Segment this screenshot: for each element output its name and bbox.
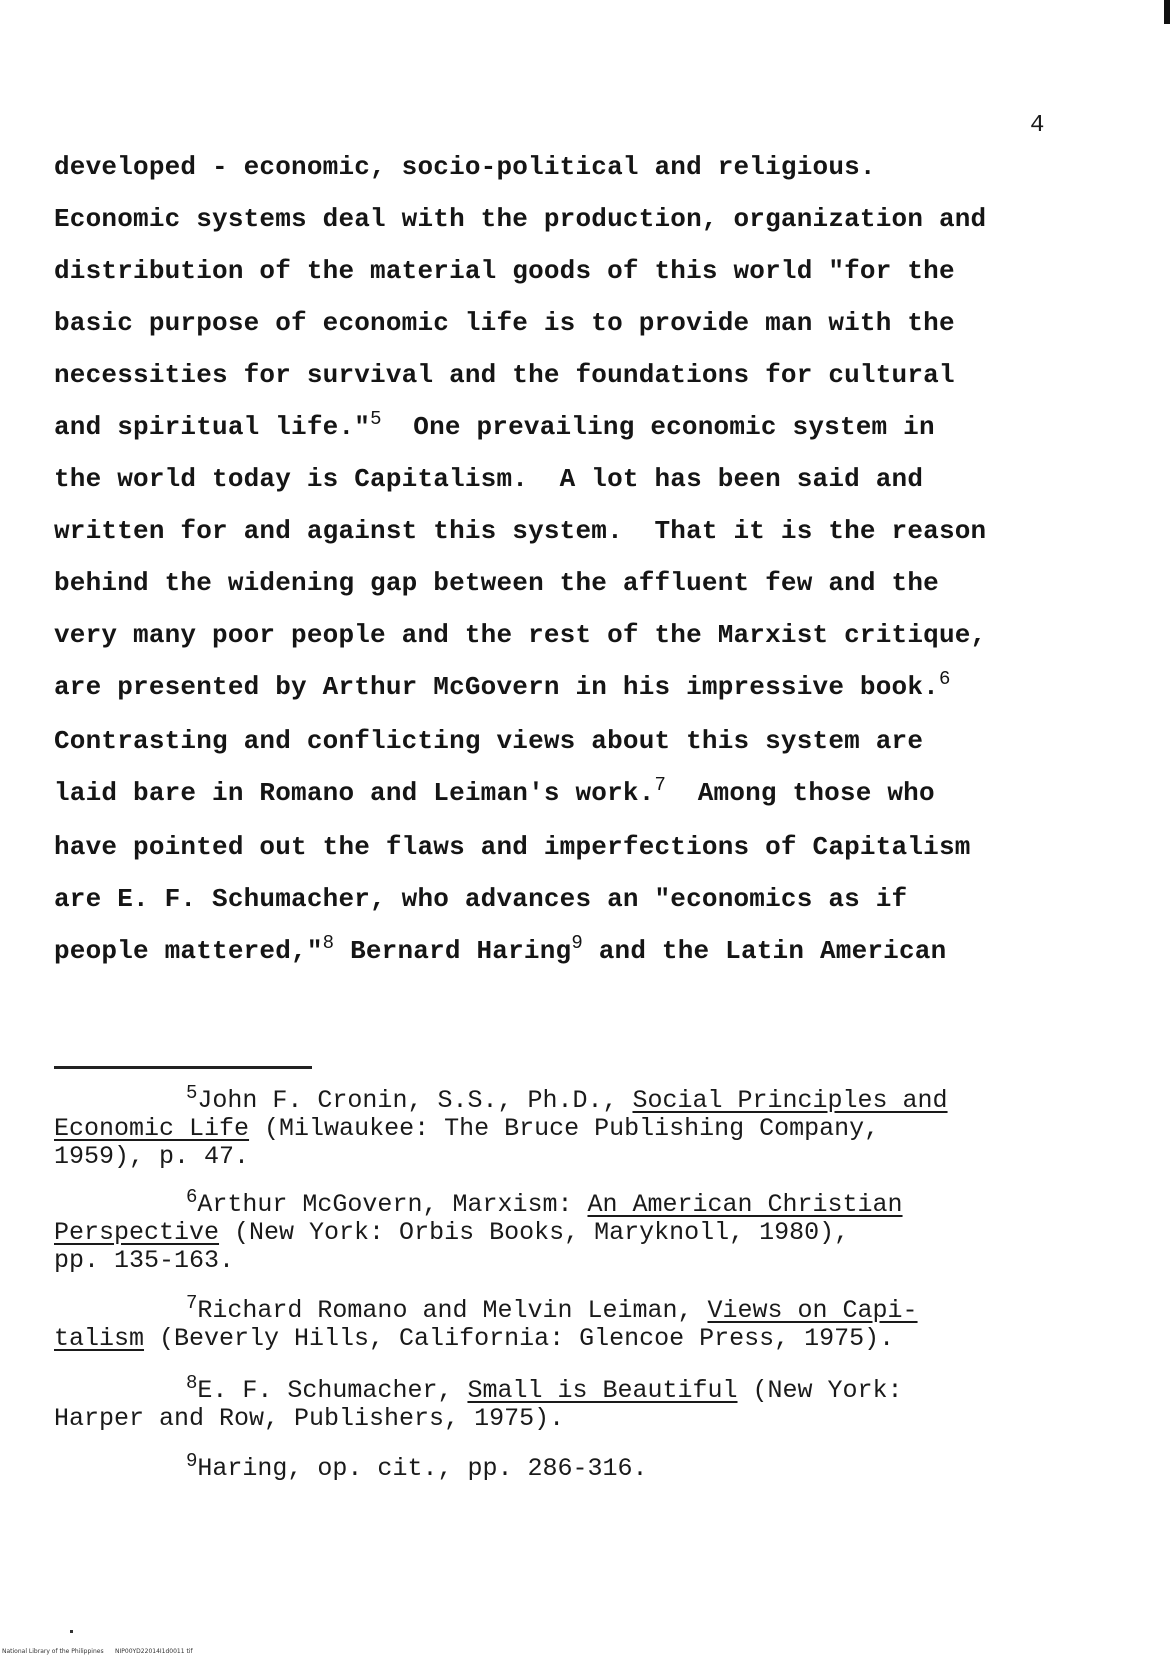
body-line: written for and against this system. That it is the reason [54,516,987,546]
body-line: have pointed out the flaws and imperfections of Capitalism [54,832,971,862]
page-number: 4 [1030,112,1045,139]
body-line [54,774,935,808]
footnote-text: E. F. Schumacher, [197,1376,468,1405]
footnote-text: (New York: [737,1376,903,1405]
footnote-text: (New York: Orbis Books, Maryknoll, 1980), [219,1218,850,1247]
footnote-number: 5 [186,1082,198,1104]
scan-footer: National Library of the Philippines NIP00YD22014I1d0011 tif [2,1648,193,1655]
footnote-text: John F. Cronin, S.S., Ph.D., [197,1086,633,1115]
footnote-8 [186,1372,903,1405]
footnote-9 [186,1450,648,1483]
footnote-6 [186,1186,903,1219]
footnote-7-line [54,1324,894,1353]
footnote-6-line: pp. 135-163. [54,1246,235,1275]
body-text-span: Among those who [666,778,935,808]
body-text-span: people mattered," [54,936,323,966]
footnote-number: 9 [186,1450,198,1472]
body-line: distribution of the material goods of this world "for the [54,256,955,286]
body-line: behind the widening gap between the affluent few and the [54,568,939,598]
footnote-title: Social Principles and [632,1086,948,1115]
footnote-ref-9: 9 [571,932,583,954]
footnote-title: Small is Beautiful [467,1376,738,1405]
body-text-span: Bernard Haring [334,936,572,966]
body-text-span: and the Latin American [582,936,947,966]
footnote-text: Richard Romano and Melvin Leiman, [197,1296,708,1325]
footnote-7 [186,1292,918,1325]
footnote-title: talism [54,1324,145,1353]
footnote-number: 8 [186,1372,198,1394]
footnote-ref-7: 7 [654,774,667,796]
footnote-text: (Milwaukee: The Bruce Publishing Company, [249,1114,880,1143]
footnote-5-line: 1959), p. 47. [54,1142,250,1171]
body-text-span: laid bare in Romano and Leiman's work. [54,778,655,808]
footnote-8-line: Harper and Row, Publishers, 1975). [54,1404,565,1433]
scan-edge-mark [1164,0,1170,24]
footnote-title: Perspective [54,1218,220,1247]
footnote-number: 7 [186,1292,198,1314]
footnote-ref-5: 5 [370,408,382,430]
body-line: are E. F. Schumacher, who advances an "economics as if [54,884,908,914]
body-line: basic purpose of economic life is to provide man with the [54,308,955,338]
footnote-title: Views on Capi- [707,1296,918,1325]
footnote-5 [186,1082,948,1115]
body-line: Contrasting and conflicting views about this system are [54,726,924,756]
body-text-span: are presented by Arthur McGovern in his impressive book. [54,672,939,702]
body-line: very many poor people and the rest of the Marxist critique, [54,620,987,650]
footnote-6-line [54,1218,849,1247]
footnote-title: Economic Life [54,1114,250,1143]
footnote-ref-6: 6 [938,668,951,690]
body-text-span: and spiritual life." [54,412,371,442]
footnote-text: Arthur McGovern, Marxism: [197,1190,588,1219]
footnote-text: Haring, op. cit., pp. 286-316. [197,1454,648,1483]
body-text-span: One prevailing economic system in [381,412,935,442]
body-line: Economic systems deal with the production, organization and [54,204,987,234]
footnote-number: 6 [186,1186,198,1208]
footnote-title: An American Christian [587,1190,903,1219]
body-line: developed - economic, socio-political and religious. [54,152,876,182]
footnote-text: (Beverly Hills, California: Glencoe Press, 1975). [144,1324,895,1353]
footnote-ref-8: 8 [322,932,335,954]
footnote-5-line [54,1114,879,1143]
body-line: necessities for survival and the foundations for cultural [54,360,955,390]
body-line [54,408,935,442]
body-line [54,668,951,702]
body-line [54,932,947,966]
footnote-divider [54,1066,312,1069]
scan-speck [70,1630,73,1633]
body-line: the world today is Capitalism. A lot has been said and [54,464,924,494]
